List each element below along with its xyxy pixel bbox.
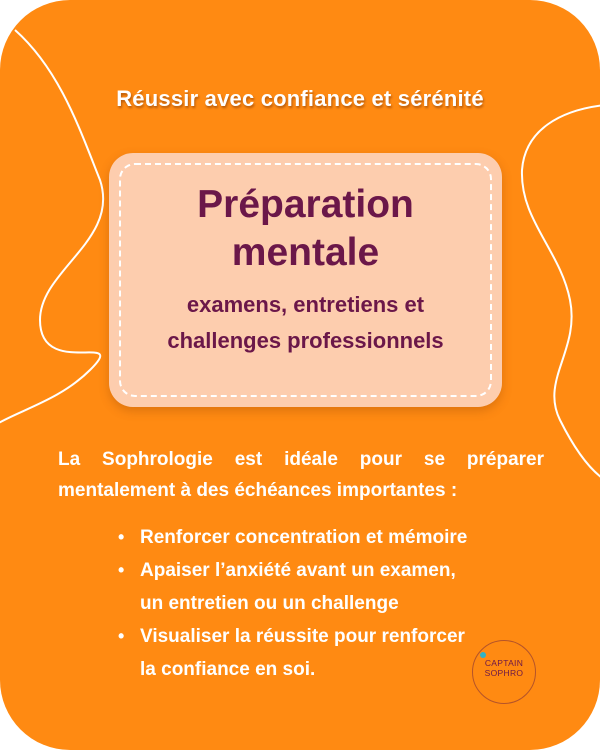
logo-line-2: SOPHRO (484, 668, 524, 678)
title-card (109, 153, 502, 407)
logo-line-1: CAPTAIN (484, 658, 524, 668)
logo-text (472, 658, 536, 678)
list-item (118, 620, 518, 686)
list-item (118, 554, 518, 620)
deco-curve-right (522, 105, 600, 480)
bullet-icon: • (118, 626, 125, 646)
list-item-text: Apaiser l’anxiété avant un examen, (140, 560, 456, 581)
subtitle-line-1: examens, entretiens et (186, 292, 425, 317)
list-item (118, 521, 518, 554)
benefits-list (118, 521, 518, 686)
intro-paragraph: La Sophrologie est idéale pour se préparer mentalement à des échéances importantes : (58, 449, 544, 501)
bullet-icon: • (118, 560, 125, 580)
page-title (109, 181, 502, 277)
tagline: Réussir avec confiance et sérénité (116, 86, 484, 111)
list-item-text: Renforcer concentration et mémoire (140, 527, 468, 548)
captain-sophro-logo (472, 640, 536, 704)
subtitle-line-2: challenges professionnels (167, 328, 444, 353)
list-item-text: la confiance en soi. (140, 659, 316, 680)
title-line-1: Préparation (197, 183, 414, 226)
title-line-2: mentale (231, 231, 380, 274)
list-item-text: Visualiser la réussite pour renforcer (140, 626, 465, 647)
title-subtitle (109, 287, 502, 359)
list-item-text: un entretien ou un challenge (140, 593, 399, 614)
bullet-icon: • (118, 527, 125, 547)
